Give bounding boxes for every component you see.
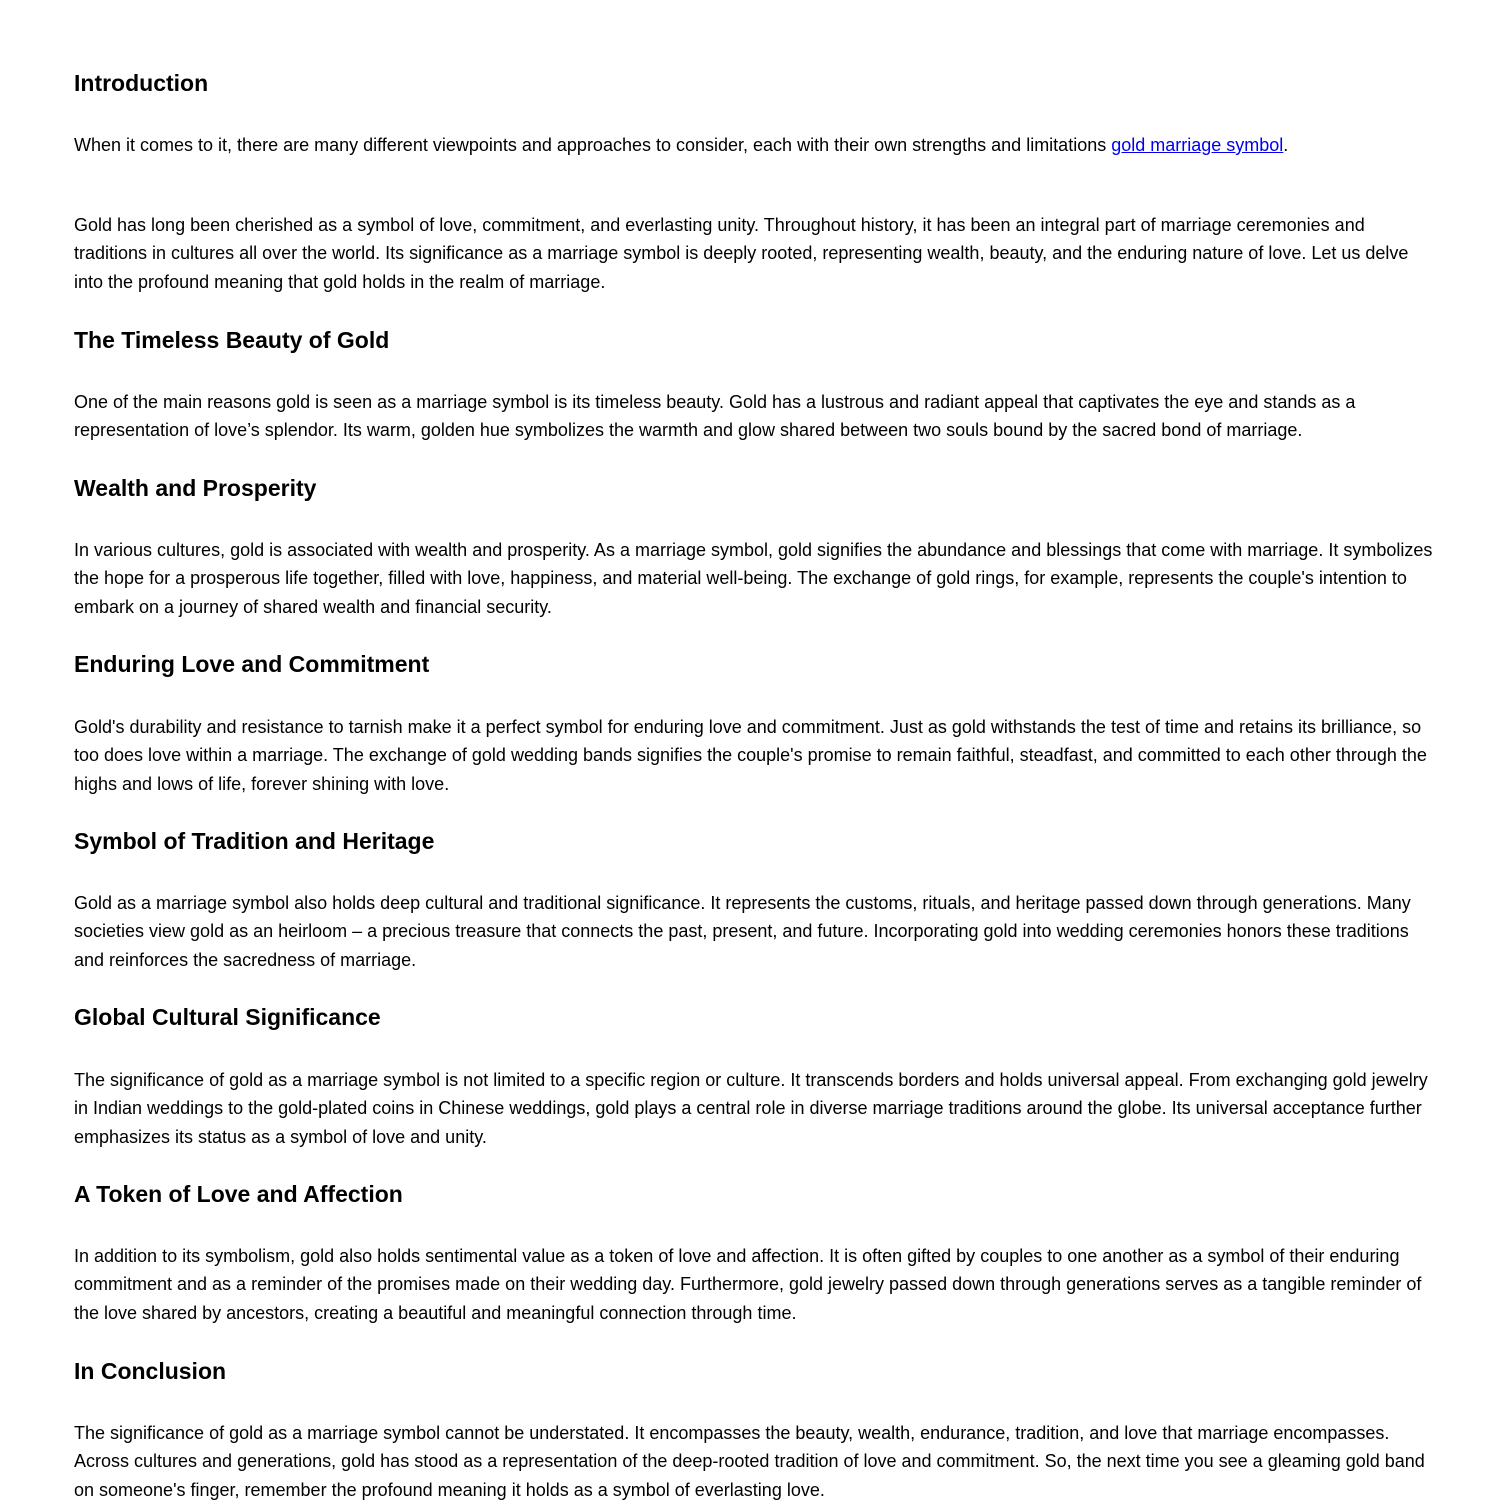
- intro-lead-end: .: [1283, 135, 1289, 155]
- section-body-wealth-prosperity: In various cultures, gold is associated with wealth and prosperity. As a marriage symbol, gold signifies the abundance and blessings that come with marriage. It symbolizes the hope for a prosperous life together, filled with love, happiness, and material well-being. The exchange of gold rings, for example, represents the couple's intention to embark on a journey of shared wealth and financial security.: [74, 540, 1433, 617]
- section-heading-tradition-heritage: Symbol of Tradition and Heritage: [74, 828, 435, 854]
- gold-marriage-symbol-link[interactable]: gold marriage symbol: [1111, 135, 1284, 155]
- section-heading-global-significance: Global Cultural Significance: [74, 1004, 381, 1030]
- section-heading-conclusion: In Conclusion: [74, 1358, 227, 1384]
- section-heading-enduring-love: Enduring Love and Commitment: [74, 651, 430, 677]
- section-body-timeless-beauty: One of the main reasons gold is seen as a marriage symbol is its timeless beauty. Gold has a lustrous and radiant appeal that captivates the eye and stands as a representation of love’s splendor. Its warm, golden hue symbolizes the warmth and glow shared between two souls bound by the sacred bond of marriage.: [74, 392, 1356, 441]
- section-heading-token-of-love: A Token of Love and Affection: [74, 1181, 403, 1207]
- section-heading-wealth-prosperity: Wealth and Prosperity: [74, 475, 317, 501]
- section-heading-introduction: Introduction: [74, 70, 209, 96]
- section-body-global-significance: The significance of gold as a marriage symbol is not limited to a specific region or culture. It transcends borders and holds universal appeal. From exchanging gold jewelry in Indian weddings to the gold-plated coins in Chinese weddings, gold plays a central role in diverse marriage traditions around the globe. Its universal acceptance further emphasizes its status as a symbol of love and unity.: [74, 1070, 1428, 1147]
- section-body-conclusion: The significance of gold as a marriage symbol cannot be understated. It encompasses the beauty, wealth, endurance, tradition, and love that marriage encompasses. Across cultures and generations, gold has stood as a representation of the deep-rooted tradition of love and commitment. So, the next time you see a gleaming gold band on someone's finger, remember the profound meaning it holds as a symbol of everlasting love.: [74, 1423, 1425, 1500]
- intro-lead-paragraph: [74, 131, 1434, 159]
- intro-lead-text: When it comes to it, there are many different viewpoints and approaches to consider, each with their own strengths and limitations: [74, 135, 1112, 155]
- section-body-tradition-heritage: Gold as a marriage symbol also holds deep cultural and traditional significance. It represents the customs, rituals, and heritage passed down through generations. Many societies view gold as an heirloom – a precious treasure that connects the past, present, and future. Incorporating gold into wedding ceremonies honors these traditions and reinforces the sacredness of marriage.: [74, 893, 1411, 970]
- intro-paragraph: Gold has long been cherished as a symbol of love, commitment, and everlasting unity. Throughout history, it has been an integral part of marriage ceremonies and traditions in cultures all over the world. Its significance as a marriage symbol is deeply rooted, representing wealth, beauty, and the enduring nature of love. Let us delve into the profound meaning that gold holds in the realm of marriage.: [74, 215, 1409, 292]
- section-body-enduring-love: Gold's durability and resistance to tarnish make it a perfect symbol for enduring love and commitment. Just as gold withstands the test of time and retains its brilliance, so too does love within a marriage. The exchange of gold wedding bands signifies the couple's promise to remain faithful, steadfast, and committed to each other through the highs and lows of life, forever shining with love.: [74, 717, 1427, 794]
- section-heading-timeless-beauty: The Timeless Beauty of Gold: [74, 327, 390, 353]
- section-body-token-of-love: In addition to its symbolism, gold also holds sentimental value as a token of love and affection. It is often gifted by couples to one another as a symbol of their enduring commitment and as a reminder of the promises made on their wedding day. Furthermore, gold jewelry passed down through generations serves as a tangible reminder of the love shared by ancestors, creating a beautiful and meaningful connection through time.: [74, 1246, 1422, 1323]
